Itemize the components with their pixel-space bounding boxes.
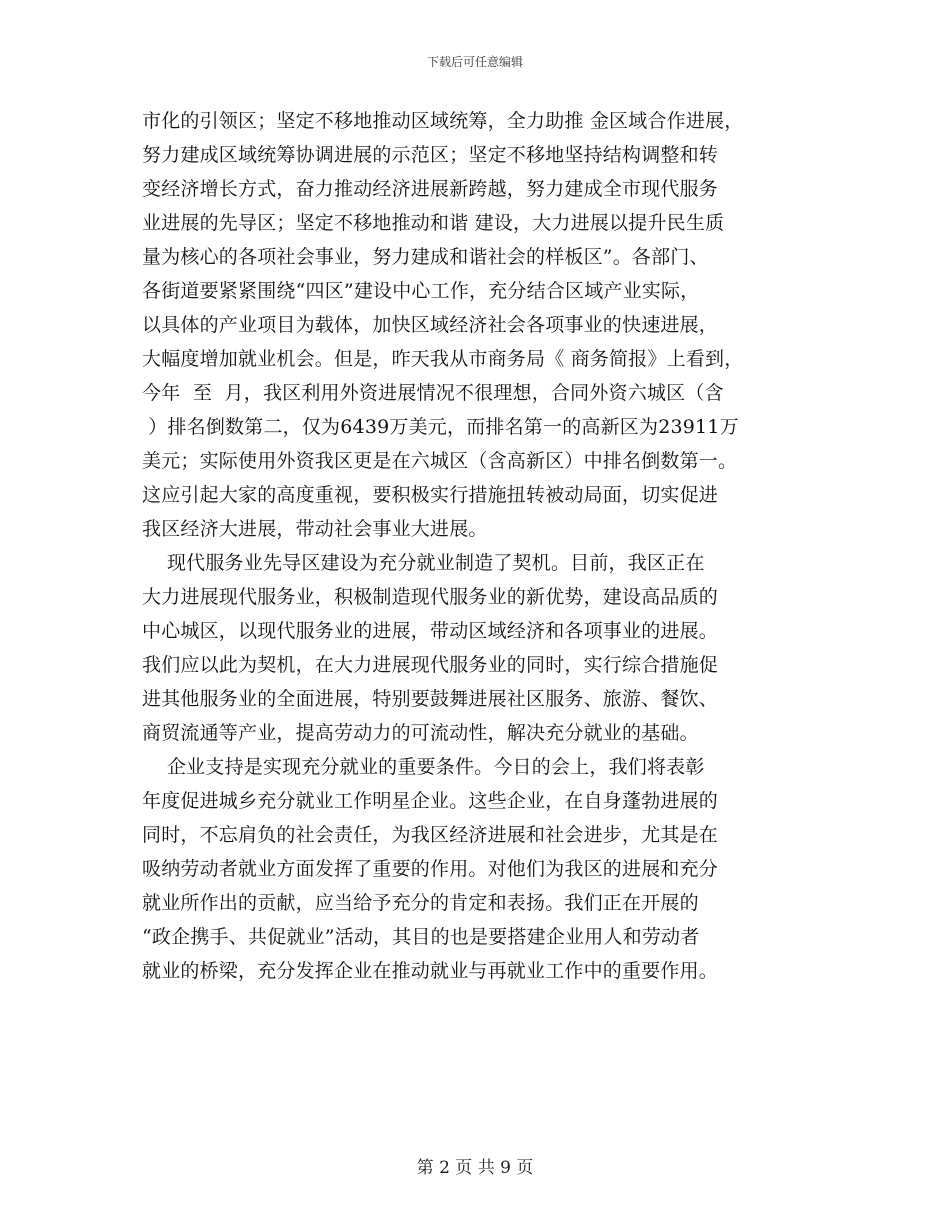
- text-line: 大幅度增加就业机会。但是，昨天我从市商务局《 商务简报》上看到，: [142, 348, 744, 370]
- text-line: 我们应以此为契机，在大力进展现代服务业的同时，实行综合措施促: [142, 654, 719, 676]
- text-line: 就业所作出的贡献，应当给予充分的肯定和表扬。我们正在开展的: [142, 892, 699, 914]
- text-line: 大力进展现代服务业，积极制造现代服务业的新优势，建设高品质的: [142, 586, 719, 608]
- page-header-note: 下载后可任意编辑: [426, 55, 523, 69]
- text-line: 业进展的先导区；坚定不移地推动和谐 建设，大力进展以提升民生质: [142, 212, 725, 234]
- text-line: 商贸流通等产业，提高劳动力的可流动性，解决充分就业的基础。: [142, 722, 699, 744]
- document-body: [142, 104, 822, 988]
- text-line: 中心城区，以现代服务业的进展，带动区域经济和各项事业的进展。: [142, 620, 719, 642]
- text-line: 同时，不忘肩负的社会责任，为我区经济进展和社会进步，尤其是在: [142, 824, 719, 846]
- text-line: 吸纳劳动者就业方面发挥了重要的作用。对他们为我区的进展和充分: [142, 858, 719, 880]
- text-line: 以具体的产业项目为载体，加快区域经济社会各项事业的快速进展，: [142, 314, 719, 336]
- text-line: 变经济增长方式，奋力推动经济进展新跨越，努力建成全市现代服务: [142, 178, 719, 200]
- text-line: 进其他服务业的全面进展，特别要鼓舞进展社区服务、旅游、餐饮、: [142, 688, 719, 710]
- text-line: 企业支持是实现充分就业的重要条件。今日的会上，我们将表彰: [142, 756, 705, 778]
- text-line: 就业的桥梁，充分发挥企业在推动就业与再就业工作中的重要作用。: [142, 960, 719, 982]
- text-line: 这应引起大家的高度重视，要积极实行措施扭转被动局面，切实促进: [142, 484, 719, 506]
- text-line: 现代服务业先导区建设为充分就业制造了契机。目前，我区正在: [142, 552, 705, 574]
- text-line: ）排名倒数第二，仅为6439万美元，而排名第一的高新区为23911万: [142, 416, 739, 438]
- text-line: 美元；实际使用外资我区更是在六城区（含高新区）中排名倒数第一。: [142, 450, 738, 472]
- text-line: 各街道要紧紧围绕“四区”建设中心工作，充分结合区域产业实际，: [142, 280, 700, 302]
- text-line: “政企携手、共促就业”活动，其目的也是要搭建企业用人和劳动者: [142, 926, 700, 948]
- text-line: 我区经济大进展，带动社会事业大进展。: [142, 518, 488, 540]
- page-number-footer: 第 2 页 共 9 页: [416, 1158, 534, 1178]
- text-line: 年度促进城乡充分就业工作明星企业。这些企业，在自身蓬勃进展的: [142, 790, 719, 812]
- text-line: 量为核心的各项社会事业，努力建成和谐社会的样板区”。各部门、: [142, 246, 709, 268]
- text-line: 市化的引领区；坚定不移地推动区域统筹，全力助推 金区域合作进展，: [142, 110, 744, 132]
- text-line: 努力建成区域统筹协调进展的示范区；坚定不移地坚持结构调整和转: [142, 144, 719, 166]
- text-line: 今年 至 月，我区利用外资进展情况不很理想，合同外资六城区（含: [142, 382, 724, 404]
